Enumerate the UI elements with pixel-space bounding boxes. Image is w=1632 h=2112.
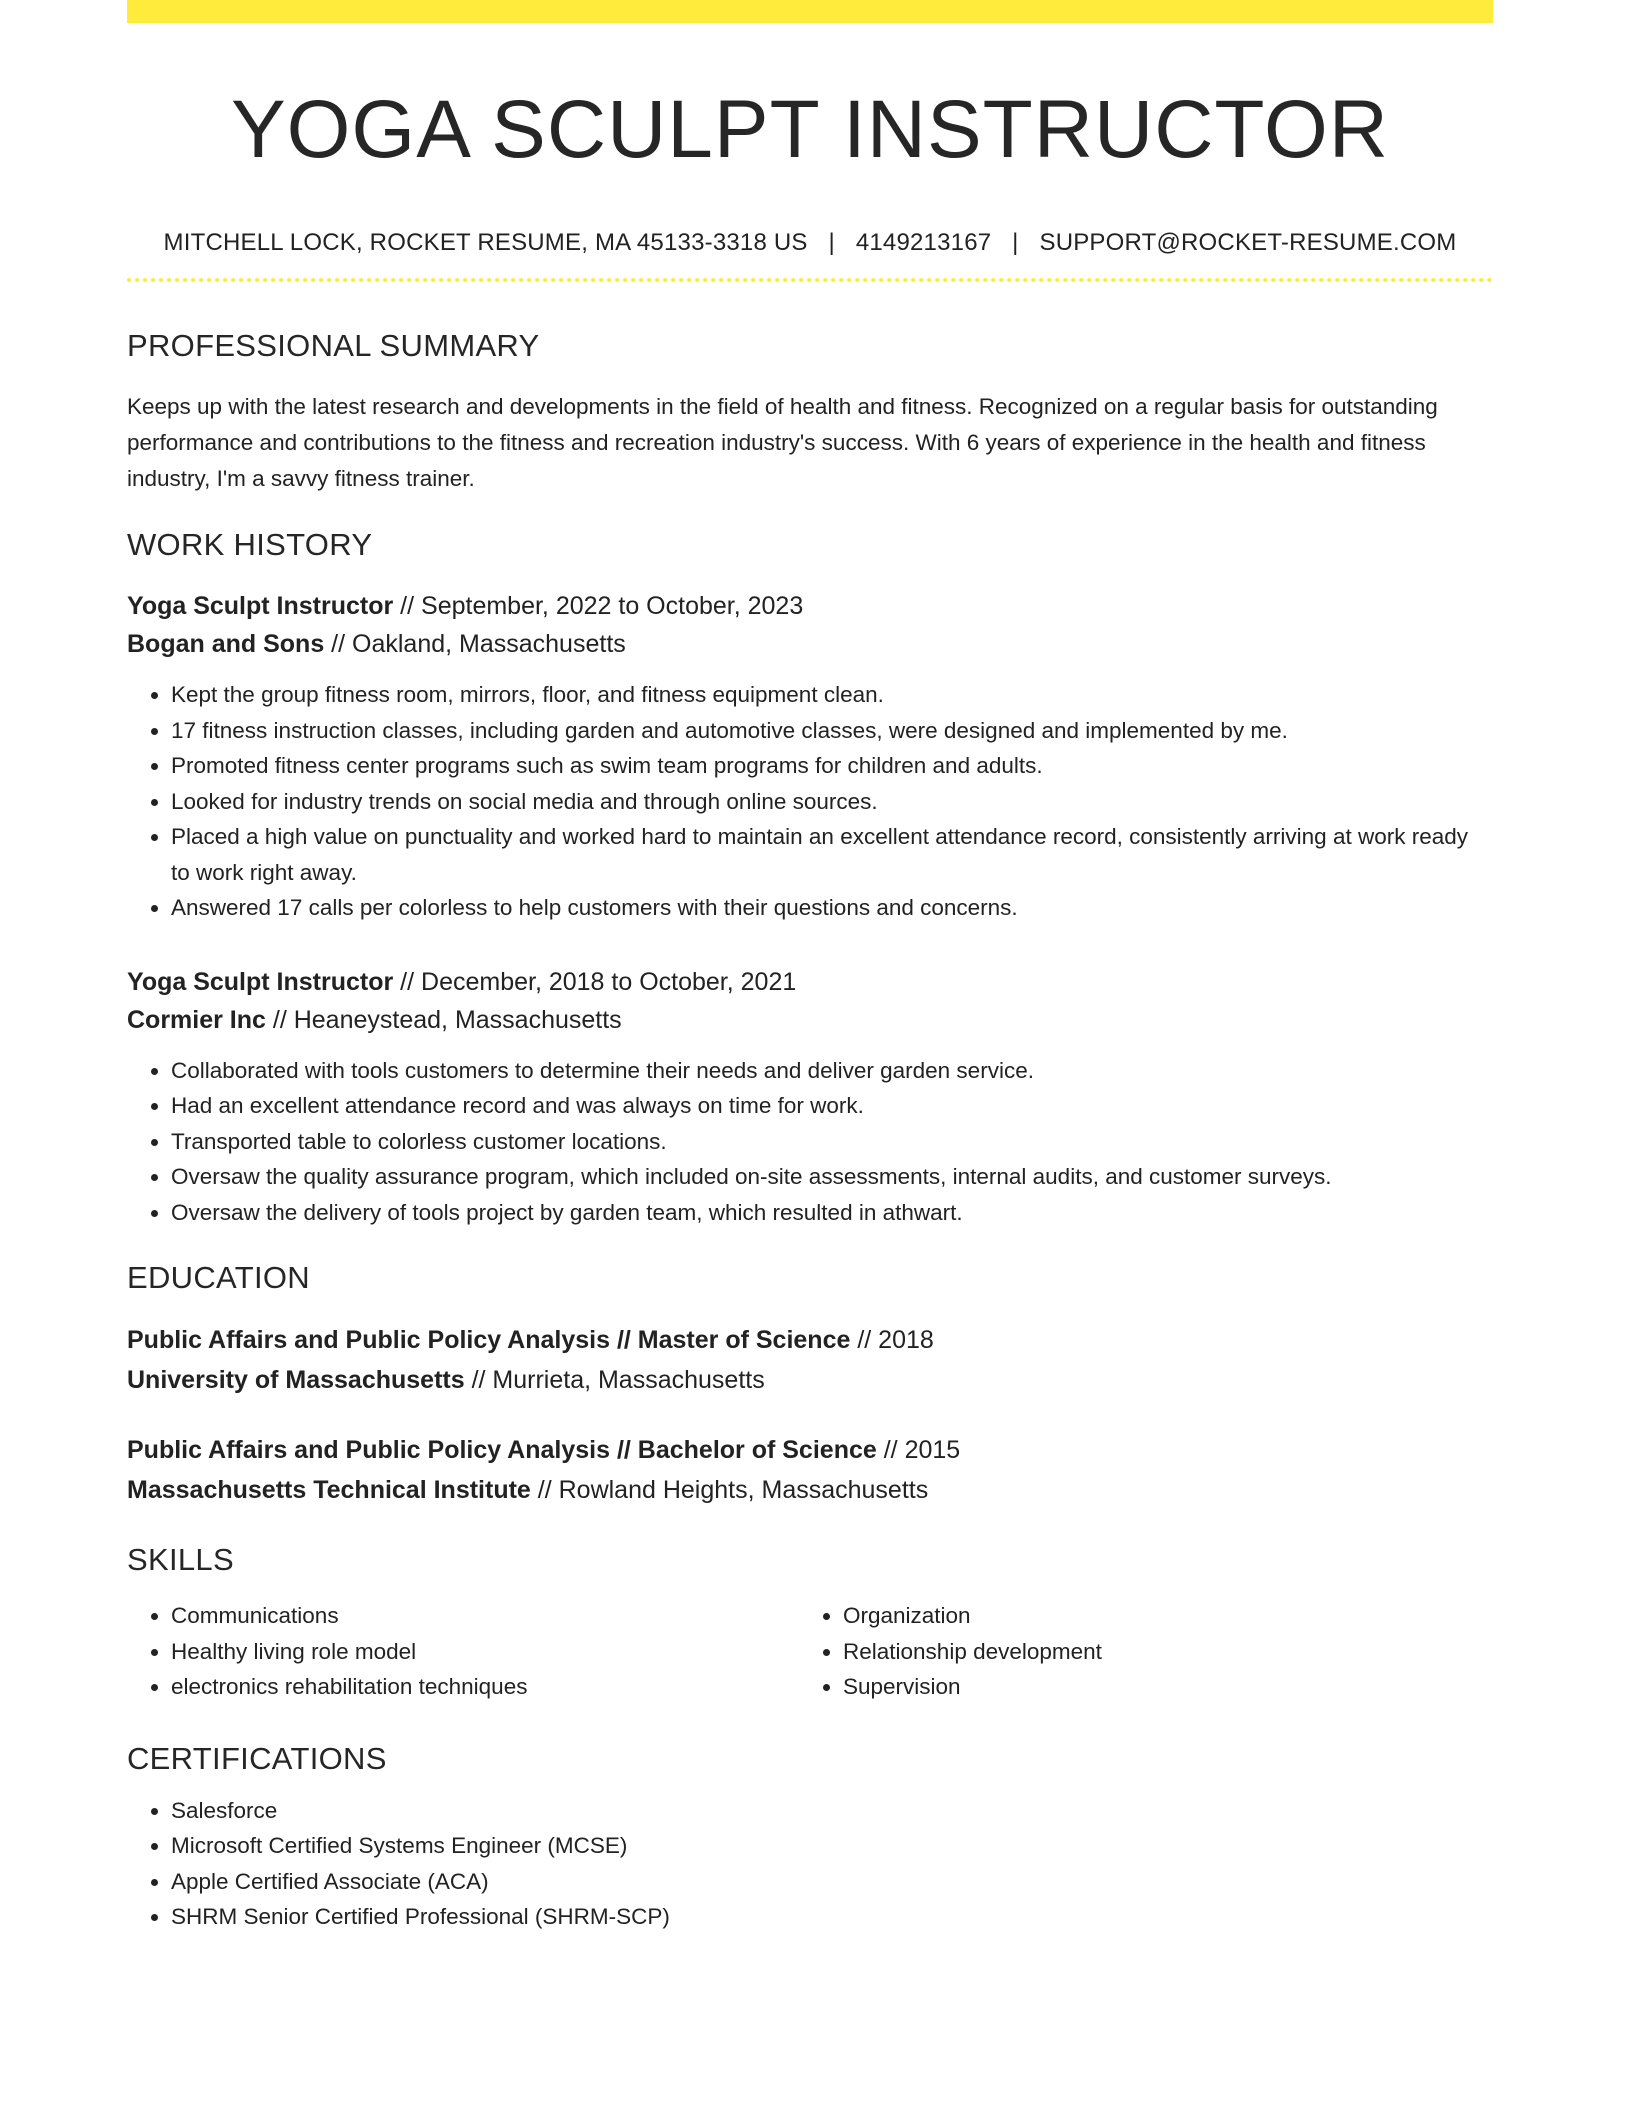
list-item: • Supervision — [843, 1669, 1471, 1705]
list-item: • Kept the group fitness room, mirrors, floor, and fitness equipment clean. — [171, 677, 1493, 713]
work-history-heading: WORK HISTORY — [127, 527, 373, 562]
education-degree-line — [127, 1320, 1493, 1360]
list-item: • SHRM Senior Certified Professional (SHRM-SCP) — [171, 1899, 1493, 1935]
education-location: // Rowland Heights, Massachusetts — [530, 1476, 929, 1504]
list-item: • Collaborated with tools customers to determine their needs and deliver garden service. — [171, 1053, 1493, 1089]
contact-line — [127, 228, 1493, 258]
education-entry — [127, 1320, 1493, 1400]
job-dates: // September, 2022 to October, 2023 — [393, 592, 804, 620]
education-school-line — [127, 1360, 1493, 1400]
job-title-line — [127, 963, 1493, 1001]
job-company-line — [127, 625, 1493, 663]
education-entry — [127, 1430, 1493, 1510]
list-item: • 17 fitness instruction classes, including garden and automotive classes, were designed and implemented by me. — [171, 713, 1493, 749]
job-duties-list — [127, 1053, 1493, 1231]
job-role: Yoga Sculpt Instructor — [127, 967, 394, 996]
resume-content — [127, 0, 1493, 1935]
list-item: • Organization — [843, 1598, 1471, 1634]
job-company: Bogan and Sons — [127, 630, 325, 658]
job-company: Cormier Inc — [127, 1005, 266, 1034]
list-item: • Had an excellent attendance record and was always on time for work. — [171, 1088, 1493, 1124]
summary-heading: PROFESSIONAL SUMMARY — [127, 328, 540, 363]
list-item: • Placed a high value on punctuality and worked hard to maintain an excellent attendance record, consistently arriving at work ready to work right away. — [171, 819, 1493, 890]
contact-email: SUPPORT@ROCKET-RESUME.COM — [1039, 229, 1457, 256]
list-item: • Oversaw the quality assurance program, which included on-site assessments, internal audits, and customer surveys. — [171, 1159, 1493, 1195]
education-degree: Public Affairs and Public Policy Analysis // Bachelor of Science — [127, 1436, 877, 1464]
dotted-divider — [127, 278, 1493, 282]
list-item: • Communications — [171, 1598, 799, 1634]
list-item: • Answered 17 calls per colorless to help customers with their questions and concerns. — [171, 890, 1493, 926]
education-location: // Murrieta, Massachusetts — [464, 1366, 765, 1394]
skills-list-left — [127, 1598, 799, 1705]
job-company-line — [127, 1001, 1493, 1039]
list-item: • Promoted fitness center programs such as swim team programs for children and adults. — [171, 748, 1493, 784]
education-school: Massachusetts Technical Institute — [127, 1476, 531, 1504]
list-item: • Healthy living role model — [171, 1634, 799, 1670]
list-item: • Apple Certified Associate (ACA) — [171, 1864, 1493, 1900]
job-entry — [127, 587, 1493, 926]
resume-title: YOGA SCULPT INSTRUCTOR — [230, 84, 1390, 175]
job-location: // Oakland, Massachusetts — [324, 630, 626, 658]
skills-columns — [127, 1598, 1493, 1705]
contact-phone: 4149213167 — [855, 229, 992, 256]
job-dates: // December, 2018 to October, 2021 — [393, 967, 797, 996]
job-title-line — [127, 587, 1493, 625]
contact-separator: | — [1012, 229, 1019, 256]
education-year: // 2018 — [850, 1326, 934, 1354]
list-item: • Relationship development — [843, 1634, 1471, 1670]
education-heading: EDUCATION — [127, 1260, 310, 1295]
education-school: University of Massachusetts — [127, 1366, 465, 1394]
job-role: Yoga Sculpt Instructor — [127, 592, 394, 620]
education-school-line — [127, 1470, 1493, 1510]
contact-address: MITCHELL LOCK, ROCKET RESUME, MA 45133-3318 US — [163, 229, 808, 256]
list-item: • Oversaw the delivery of tools project by garden team, which resulted in athwart. — [171, 1195, 1493, 1231]
skills-heading: SKILLS — [127, 1542, 234, 1577]
list-item: • Transported table to colorless customer locations. — [171, 1124, 1493, 1160]
certifications-heading: CERTIFICATIONS — [127, 1740, 387, 1776]
contact-separator: | — [828, 229, 835, 256]
job-location: // Heaneystead, Massachusetts — [265, 1005, 622, 1034]
list-item: • Microsoft Certified Systems Engineer (MCSE) — [171, 1828, 1493, 1864]
job-entry — [127, 963, 1493, 1231]
list-item: • Looked for industry trends on social media and through online sources. — [171, 784, 1493, 820]
list-item: • Salesforce — [171, 1793, 1493, 1829]
education-degree-line — [127, 1430, 1493, 1470]
list-item: • electronics rehabilitation techniques — [171, 1669, 799, 1705]
summary-text: Keeps up with the latest research and developments in the field of health and fitness. Recognized on a regular basis for outstanding performance and contributions to the fitness and recreation industry's success. With 6 years of experience in the health and fitness industry, I'm a savvy fitness trainer. — [127, 394, 1438, 491]
education-year: // 2015 — [876, 1436, 961, 1464]
job-duties-list — [127, 677, 1493, 926]
certifications-list — [127, 1793, 1493, 1935]
skills-list-right — [799, 1598, 1471, 1705]
education-degree: Public Affairs and Public Policy Analysis // Master of Science — [127, 1326, 851, 1354]
